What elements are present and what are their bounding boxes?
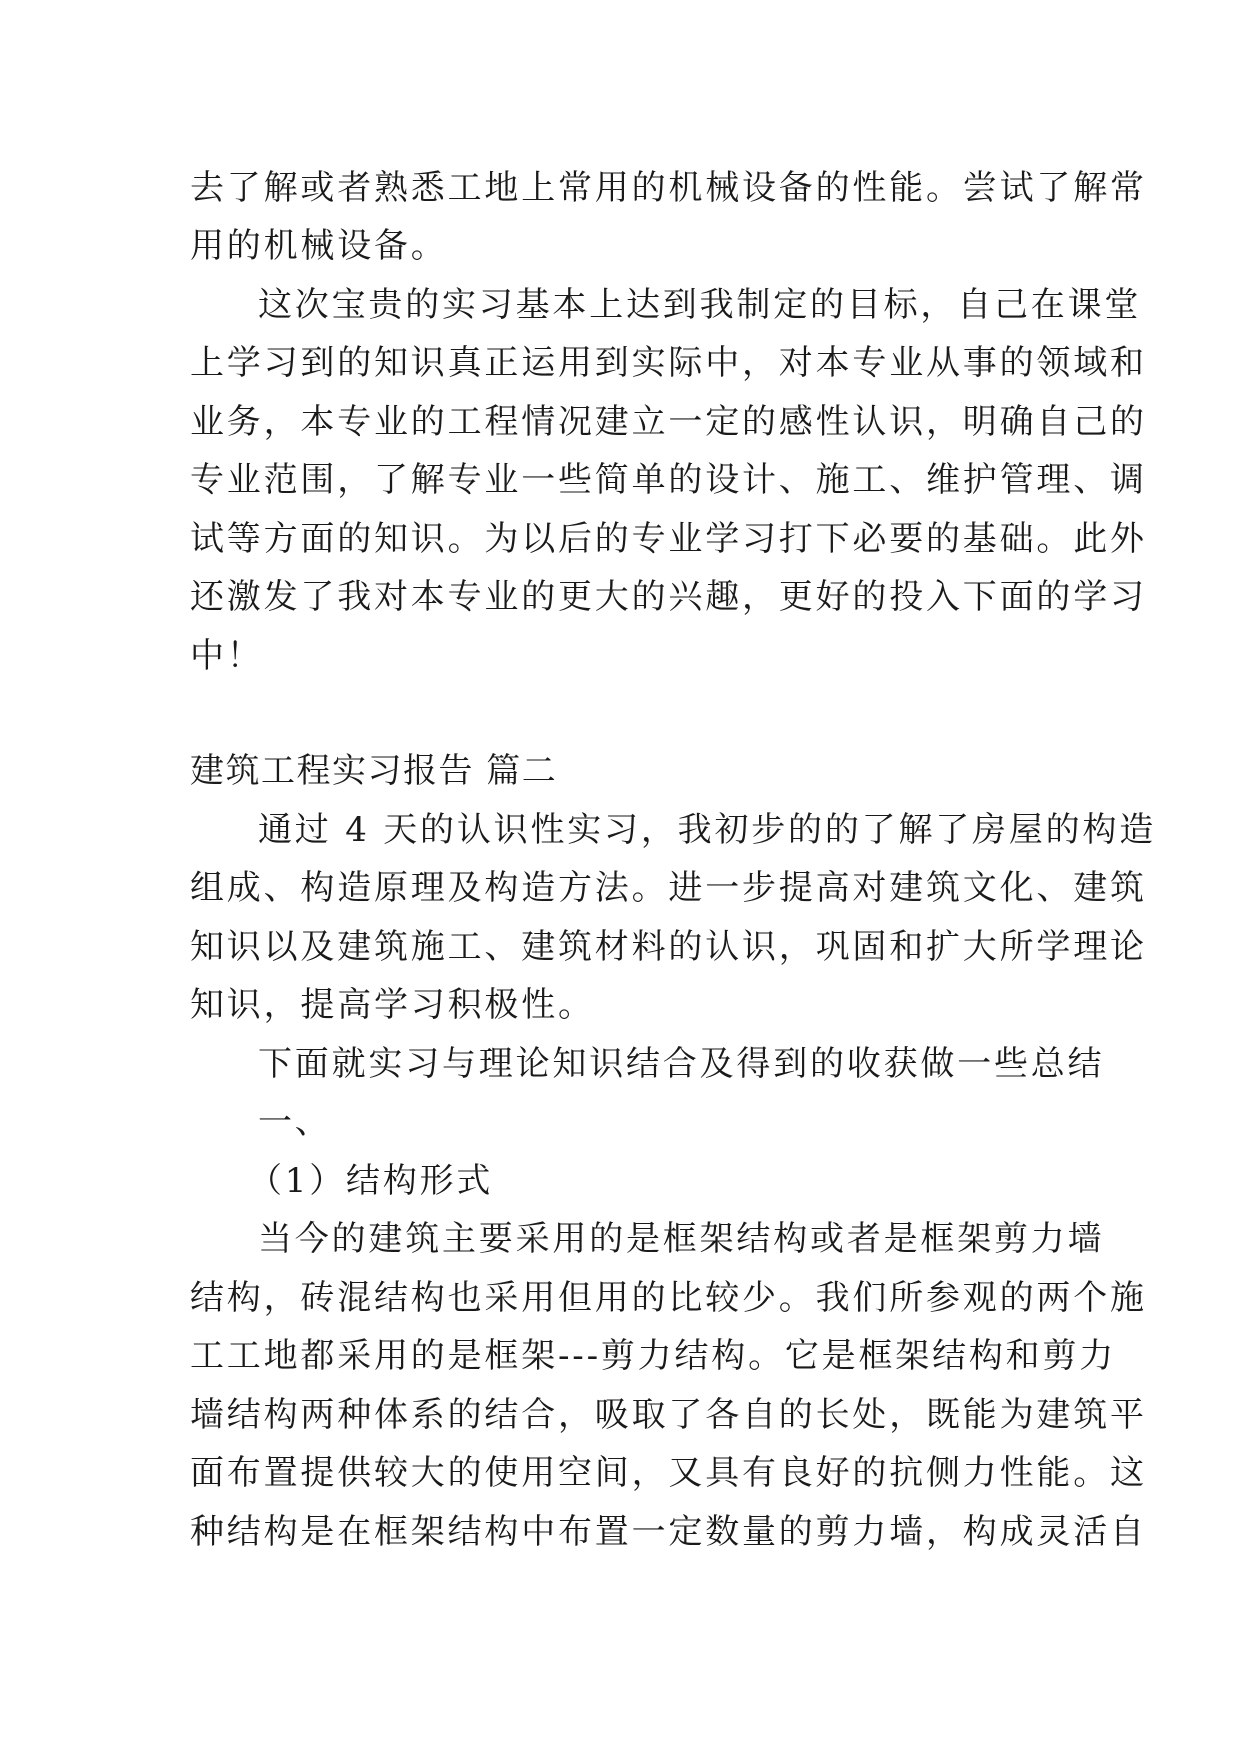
- paragraph-line: 试等方面的知识。为以后的专业学习打下必要的基础。此外: [190, 519, 1147, 559]
- paragraph-line: 面布置提供较大的使用空间，又具有良好的抗侧力性能。这: [190, 1453, 1147, 1493]
- paragraph-line: 还激发了我对本专业的更大的兴趣，更好的投入下面的学习: [190, 577, 1147, 617]
- paragraph-line: 去了解或者熟悉工地上常用的机械设备的性能。尝试了解常: [190, 168, 1147, 208]
- paragraph-line: 结构，砖混结构也采用但用的比较少。我们所参观的两个施: [190, 1278, 1147, 1318]
- paragraph-line: 专业范围，了解专业一些简单的设计、施工、维护管理、调: [190, 460, 1147, 500]
- paragraph-line: 种结构是在框架结构中布置一定数量的剪力墙，构成灵活自: [190, 1512, 1147, 1552]
- paragraph-line: 工工地都采用的是框架---剪力结构。它是框架结构和剪力: [190, 1336, 1117, 1376]
- paragraph-line: 组成、构造原理及构造方法。进一步提高对建筑文化、建筑: [190, 868, 1147, 908]
- section-heading: 建筑工程实习报告 篇二: [190, 751, 558, 791]
- paragraph-line: 业务，本专业的工程情况建立一定的感性认识，明确自己的: [190, 402, 1147, 442]
- paragraph-line: 下面就实习与理论知识结合及得到的收获做一些总结: [258, 1044, 1105, 1084]
- paragraph-line: 通过 4 天的认识性实习，我初步的的了解了房屋的构造: [258, 810, 1157, 850]
- paragraph-line: 当今的建筑主要采用的是框架结构或者是框架剪力墙: [258, 1219, 1105, 1259]
- paragraph-line: 知识以及建筑施工、建筑材料的认识，巩固和扩大所学理论: [190, 927, 1147, 967]
- subsection-heading: （1）结构形式: [248, 1161, 494, 1201]
- paragraph-line: 知识，提高学习积极性。: [190, 985, 595, 1025]
- paragraph-line: 中！: [190, 636, 264, 676]
- paragraph-line: 墙结构两种体系的结合，吸取了各自的长处，既能为建筑平: [190, 1395, 1147, 1435]
- paragraph-line: 上学习到的知识真正运用到实际中，对本专业从事的领域和: [190, 343, 1147, 383]
- paragraph-line: 这次宝贵的实习基本上达到我制定的目标，自己在课堂: [258, 285, 1142, 325]
- paragraph-line: 用的机械设备。: [190, 226, 448, 266]
- list-marker: 一、: [258, 1102, 332, 1142]
